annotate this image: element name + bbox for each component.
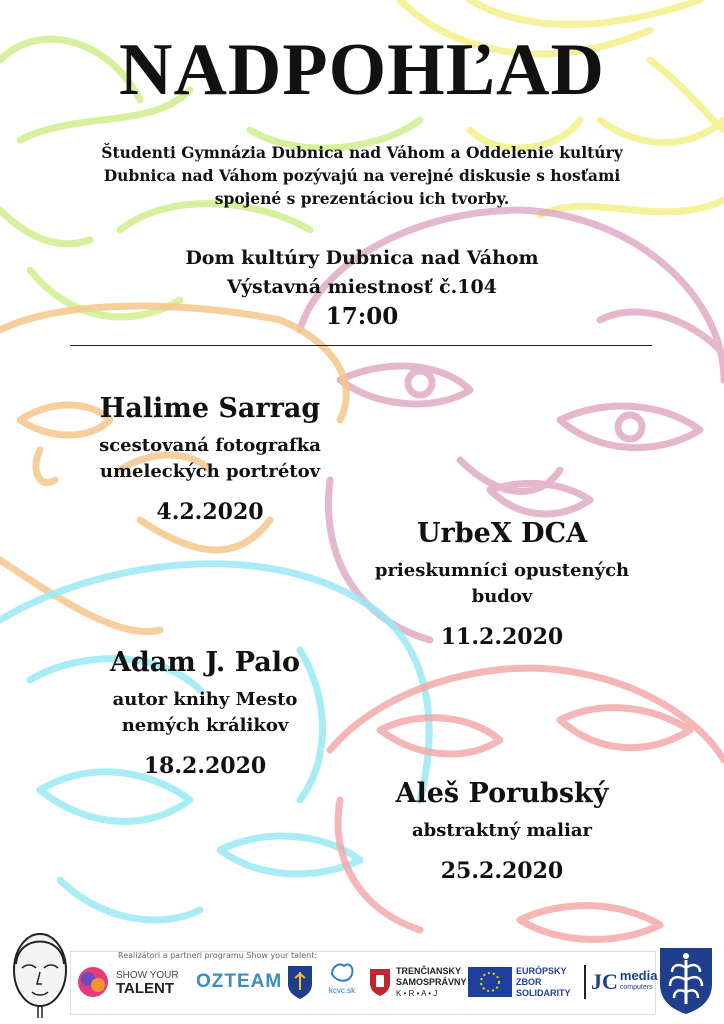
- divider-line: [70, 345, 652, 346]
- event-time: 17:00: [325, 303, 399, 330]
- guest-description: umeleckých portrétov: [99, 461, 321, 482]
- guest-urbex-dca: [342, 516, 662, 652]
- guest-name: Aleš Porubský: [395, 778, 609, 809]
- guest-name: Adam J. Palo: [109, 647, 301, 678]
- kcvc-icon: [328, 960, 356, 986]
- ozteam-logo: [196, 960, 282, 1004]
- guest-name: Halime Sarrag: [99, 393, 321, 424]
- guest-description: prieskumníci opustených: [374, 560, 630, 581]
- talent-brain-icon: [76, 965, 110, 999]
- intro-line: Študenti Gymnázia Dubnica nad Váhom a Oddelenie kultúry: [101, 143, 623, 162]
- logo-text: K • R • A • J: [396, 988, 438, 998]
- logo-text: SOLIDARITY: [516, 987, 571, 998]
- intro-text: [70, 141, 654, 210]
- guest-adam-j-palo: [45, 645, 365, 781]
- venue-block: [60, 244, 664, 331]
- guest-date: 25.2.2020: [440, 858, 564, 884]
- logo-text: SAMOSPRÁVNY: [396, 976, 467, 987]
- crest-icon: [286, 964, 314, 1000]
- guest-description: abstraktný maliar: [412, 820, 592, 841]
- tsk-logo: [368, 960, 467, 1004]
- guest-description: scestovaná fotografka: [99, 435, 321, 456]
- logo-text: computers: [619, 984, 653, 991]
- venue-name: Dom kultúry Dubnica nad Váhom: [185, 247, 539, 269]
- european-solidarity-corps-logo: [468, 960, 571, 1004]
- logo-text: TRENČIANSKY: [396, 965, 462, 976]
- guest-halime-sarrag: [50, 391, 370, 527]
- intro-line: spojené s prezentáciou ich tvorby.: [214, 189, 510, 208]
- guest-name: UrbeX DCA: [416, 518, 588, 549]
- logo-text: EURÓPSKY: [516, 965, 567, 976]
- kcvc-logo: [328, 960, 356, 1004]
- intro-line: Dubnica nad Váhom pozývajú na verejné diskusie s hosťami: [103, 166, 621, 185]
- poster-title: NADPOHĽAD: [119, 29, 605, 111]
- separator: [584, 965, 586, 999]
- guest-description: budov: [471, 586, 533, 607]
- venue-room: Výstavná miestnosť č.104: [227, 276, 497, 298]
- mask-face-icon: [8, 924, 72, 1020]
- logo-text: OZTEAM: [196, 971, 283, 992]
- show-your-talent-logo: [76, 960, 179, 1004]
- city-crest-logo: [286, 960, 314, 1004]
- tsk-crest-icon: [368, 967, 392, 997]
- guest-description: nemých králikov: [121, 715, 289, 736]
- jc-media-logo: [584, 960, 657, 1004]
- guest-description: autor knihy Mesto: [112, 689, 298, 710]
- guest-ales-porubsky: [342, 776, 662, 886]
- logo-text: SHOW YOUR: [116, 970, 179, 981]
- eu-flag-icon: [468, 967, 512, 997]
- guest-date: 18.2.2020: [143, 753, 267, 779]
- guest-date: 11.2.2020: [440, 624, 564, 650]
- guest-date: 4.2.2020: [156, 499, 264, 525]
- logo-text: kcvc.sk: [328, 986, 356, 995]
- logo-text: media: [619, 968, 658, 983]
- partners-caption: Realizátori a partneri programu Show your talent:: [118, 951, 318, 960]
- logo-text: TALENT: [116, 980, 175, 997]
- logo-text: JC: [591, 969, 618, 994]
- logo-text: ZBOR: [516, 976, 542, 987]
- dubnica-coat-of-arms-icon: [658, 946, 714, 1016]
